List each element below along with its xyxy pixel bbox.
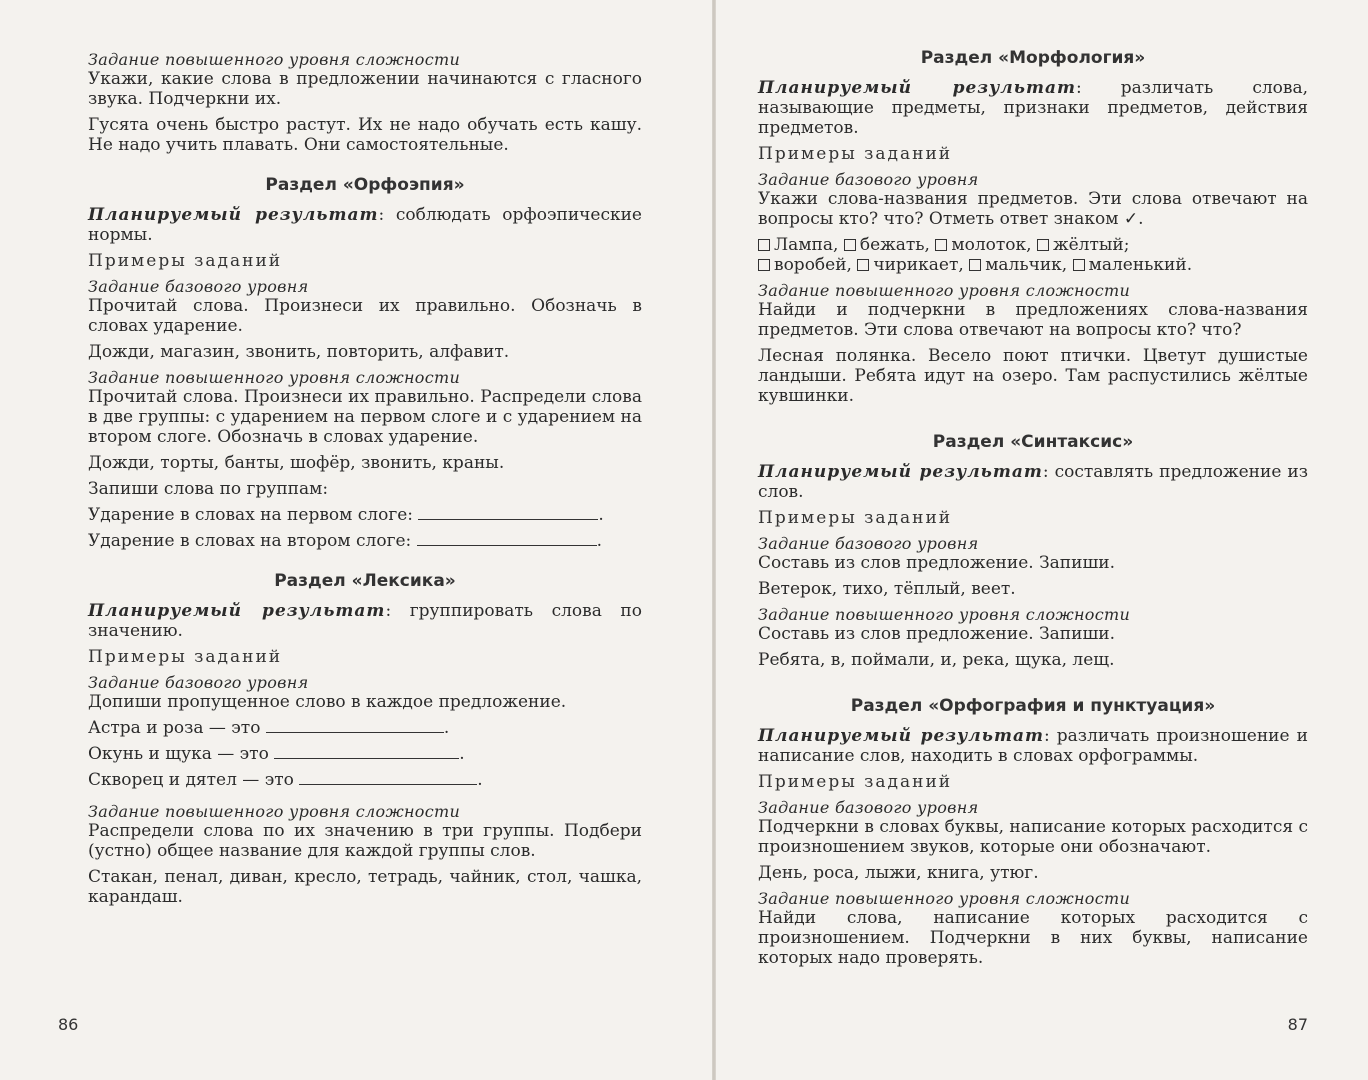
plan-label: Планируемый результат	[88, 601, 386, 621]
blank-line	[417, 531, 597, 546]
answer-line-label: Астра и роза — это	[88, 718, 261, 738]
planned-result	[88, 601, 642, 641]
task-text: Гусята очень быстро растут. Их не надо обучать есть кашу. Не надо учить плавать. Они самостоятельные.	[88, 115, 642, 155]
planned-result	[758, 726, 1308, 766]
task-text: Распредели слова по их значению в три группы. Подбери (устно) общее название для каждой группы слов.	[88, 821, 642, 861]
option-word: молоток,	[951, 235, 1032, 255]
plan-label: Планируемый результат	[758, 78, 1076, 98]
task-text: Ветерок, тихо, тёплый, веет.	[758, 579, 1016, 599]
option-word: воробей,	[774, 255, 852, 275]
answer-line-label: Ударение в словах на втором слоге:	[88, 531, 412, 551]
task-text: Прочитай слова. Произнеси их правильно. Распредели слова в две группы: с ударением на первом слоге и с ударением на втором слоге. Обозначь в словах ударение.	[88, 387, 642, 447]
checkbox-icon	[857, 259, 869, 271]
plan-text: : различать произношение и написание слов, находить в словах орфограммы.	[758, 726, 1308, 766]
checkbox-icon	[1073, 259, 1085, 271]
answer-line: Скворец и дятел — это .	[88, 770, 483, 790]
task-text: Прочитай слова. Произнеси их правильно. Обозначь в словах ударение.	[88, 296, 642, 336]
examples-heading: Примеры заданий	[758, 144, 953, 164]
task-label: Задание повышенного уровня сложности	[88, 802, 461, 821]
task-text: Запиши слова по группам:	[88, 479, 329, 499]
checkbox-icon	[1037, 239, 1049, 251]
option-word: жёлтый;	[1052, 235, 1130, 255]
checkbox-icon	[844, 239, 856, 251]
checkbox-icon	[758, 259, 770, 271]
section-title-orfografia: Раздел «Орфография и пунктуация»	[850, 696, 1216, 716]
task-label: Задание базового уровня	[758, 798, 979, 817]
page-number: 87	[1287, 1015, 1308, 1034]
blank-line	[266, 718, 444, 733]
task-text: Найди слова, написание которых расходится с произношением. Подчеркни в них буквы, написание которых надо проверять.	[758, 908, 1308, 968]
task-label: Задание повышенного уровня сложности	[758, 605, 1131, 624]
answer-line: Ударение в словах на первом слоге: .	[88, 505, 604, 525]
option-word: маленький.	[1088, 255, 1193, 275]
checkbox-icon	[935, 239, 947, 251]
examples-heading: Примеры заданий	[88, 251, 283, 271]
option-word: бежать,	[859, 235, 930, 255]
examples-heading: Примеры заданий	[88, 647, 283, 667]
option-word: Лампа,	[774, 235, 839, 255]
page-number: 86	[58, 1015, 79, 1034]
section-title-morfologia: Раздел «Морфология»	[920, 48, 1146, 68]
task-label: Задание базового уровня	[758, 170, 979, 189]
task-text: Укажи, какие слова в предложении начинаются с гласного звука. Подчеркни их.	[88, 69, 642, 109]
option-word: мальчик,	[985, 255, 1068, 275]
section-title-leksika: Раздел «Лексика»	[274, 571, 456, 591]
option-word: чирикает,	[873, 255, 964, 275]
answer-line-label: Окунь и щука — это	[88, 744, 269, 764]
task-label: Задание повышенного уровня сложности	[758, 281, 1131, 300]
task-text: Дожди, торты, банты, шофёр, звонить, краны.	[88, 453, 505, 473]
task-text: Составь из слов предложение. Запиши.	[758, 624, 1115, 644]
plan-label: Планируемый результат	[758, 726, 1044, 746]
task-label: Задание базового уровня	[88, 673, 309, 692]
task-text: Дожди, магазин, звонить, повторить, алфавит.	[88, 342, 510, 362]
task-text: Лесная полянка. Весело поют птички. Цветут душистые ландыши. Ребята идут на озеро. Там распустились жёлтые кувшинки.	[758, 346, 1308, 406]
plan-label: Планируемый результат	[758, 462, 1043, 482]
answer-line: Ударение в словах на втором слоге: .	[88, 531, 603, 551]
blank-line	[418, 505, 598, 520]
plan-label: Планируемый результат	[88, 205, 379, 225]
section-title-orfoepia: Раздел «Орфоэпия»	[265, 175, 465, 195]
blank-line	[299, 770, 477, 785]
planned-result	[758, 462, 1308, 502]
plan-text: : соблюдать орфоэпические нормы.	[88, 205, 642, 245]
section-title-sintaksis: Раздел «Синтаксис»	[932, 432, 1134, 452]
task-text: Допиши пропущенное слово в каждое предложение.	[88, 692, 567, 712]
task-text: День, роса, лыжи, книга, утюг.	[758, 863, 1039, 883]
blank-line	[274, 744, 459, 759]
planned-result	[758, 78, 1308, 138]
page-right	[716, 0, 1368, 1080]
planned-result	[88, 205, 642, 245]
task-text: Подчеркни в словах буквы, написание которых расходится с произношением звуков, которые они обозначают.	[758, 817, 1308, 857]
task-text: Найди и подчеркни в предложениях слова-названия предметов. Эти слова отвечают на вопросы кто? что?	[758, 300, 1308, 340]
answer-line: Окунь и щука — это .	[88, 744, 465, 764]
examples-heading: Примеры заданий	[758, 772, 953, 792]
task-label: Задание повышенного уровня сложности	[88, 50, 461, 69]
task-label: Задание повышенного уровня сложности	[88, 368, 461, 387]
plan-text: : группировать слова по значению.	[88, 601, 642, 641]
examples-heading: Примеры заданий	[758, 508, 953, 528]
task-text: Ребята, в, поймали, и, река, щука, лещ.	[758, 650, 1115, 670]
task-text: Составь из слов предложение. Запиши.	[758, 553, 1115, 573]
answer-line-label: Ударение в словах на первом слоге:	[88, 505, 414, 525]
checkbox-icon	[969, 259, 981, 271]
task-label: Задание базового уровня	[88, 277, 309, 296]
task-label: Задание базового уровня	[758, 534, 979, 553]
task-label: Задание повышенного уровня сложности	[758, 889, 1131, 908]
answer-line-label: Скворец и дятел — это	[88, 770, 294, 790]
answer-line: Астра и роза — это .	[88, 718, 450, 738]
task-text: Стакан, пенал, диван, кресло, тетрадь, чайник, стол, чашка, карандаш.	[88, 867, 642, 907]
checkbox-icon	[758, 239, 770, 251]
task-text: Укажи слова-названия предметов. Эти слова отвечают на вопросы кто? что? Отметь ответ знаком ✓.	[758, 189, 1308, 229]
plan-text: : различать слова, называющие предметы, признаки предметов, действия предметов.	[758, 78, 1308, 138]
plan-text: : составлять предложение из слов.	[758, 462, 1308, 502]
checkbox-options	[758, 235, 1308, 275]
